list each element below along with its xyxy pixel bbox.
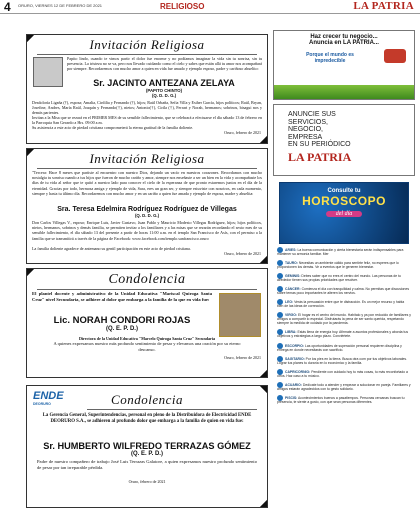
card-title: Invitación Religiosa	[89, 37, 205, 52]
deceased-nickname: (PAPITO CHINTO)	[145, 88, 183, 93]
condolence-card-1	[26, 268, 268, 378]
horoscope-banner	[279, 182, 409, 244]
family-list: Don Carlos Villegas V., esposo; Enrique Luis, Javier Gustavo, Juan Pablo y Mauricio Modesto Villegas Rodríguez, hijos; hijos políticos, nietos, hermanos, sobrinos y demás familia, se permiten invitar a los familiares y a las misas que se rezarán recordando el sexto mes de su sensible fallecimiento, el día sábado 13 del presente a partir de horas 11:00 a.m. en el templo San Francisco de Asís, con el permiso a la familia que se transmitirá a través de la página de Facebook: www.facebook.com/templo.sanfrancisco.oruro	[32, 220, 262, 241]
horoscope-entry	[277, 395, 411, 405]
sign-name: PISCIS:	[285, 395, 298, 400]
divider	[37, 54, 257, 55]
ad-advertise	[273, 104, 415, 176]
mourning-ribbon-icon	[260, 136, 268, 144]
card-title: Condolencia	[111, 392, 183, 407]
sign-name: SAGITARIO:	[285, 356, 305, 361]
horoscope-kicker: Consulte tu	[327, 188, 361, 194]
horoscope-list	[277, 247, 411, 509]
ad-line-2: Anuncia en LA PATRIA...	[309, 40, 379, 46]
family-text: Padre de nuestro compañero de trabajo José Luis Terrazas Galatore, a quien expresamos nuestro profundo sentimiento de pesar por tan irreparable pérdida.	[37, 459, 257, 470]
sign-text: Pendiente con cuidado hoy tu más cosas, tu más reconfortado a otros. Haz caso a tu músico.	[277, 369, 408, 378]
thanks-text: Su asistencia a este acto de piedad cristiana comprometerá la eterna gratitud de la familia doliente.	[32, 125, 194, 130]
sign-name: CÁNCER:	[285, 287, 301, 292]
grass-icon	[274, 85, 415, 99]
sign-name: LIBRA:	[285, 330, 297, 335]
horoscope-title: HOROSCOPO	[302, 194, 386, 208]
divider	[37, 168, 257, 169]
mass-info: Invitan a la Misa que se rezará en el PRIMER MES de su sensible fallecimiento, que se celebrará a efectuarse el día sábado 13 de febrero en la Parroquia San Gerardo a Hrs. 09:00 a.m.	[32, 115, 262, 125]
ad2-line: EN SU PERIÓDICO	[288, 141, 351, 149]
invitation-card-1	[26, 34, 268, 144]
mourning-ribbon-icon	[260, 256, 268, 264]
rip-label: (Q. D. D. G.)	[134, 213, 160, 218]
horoscope-entry	[277, 369, 411, 379]
sign-text: Por los pies en la tierra. Busca otra com por tus objetivos laborales. Lograr tus planes tu duraría en lo económico y la familia.	[277, 356, 408, 365]
sign-text: Comienza el día con tranquilidad y calma. No permitas que discusiones sobre temas poco importantes te alteren los nervios.	[277, 287, 410, 296]
sign-name: LEO:	[285, 300, 294, 305]
horoscope-entry	[277, 286, 411, 296]
horoscope-entry	[277, 312, 411, 326]
mourning-ribbon-icon	[260, 500, 268, 508]
horoscope-entry	[277, 356, 411, 366]
signature-date: Oruro, febrero de 2021	[224, 130, 261, 135]
watering-can-icon	[384, 49, 406, 63]
ad-line-1: Haz crecer tu negocio...	[310, 34, 378, 40]
sign-text: Necesitas un ambiente cálido para sentirte feliz, no esperes que lo proporcionen los demás. Ve a eventos que le generen bienestar.	[277, 260, 399, 270]
sign-text: Las oportunidades de superación personal requieren disciplina y entrega en donde necesitarás con sacrificio.	[277, 343, 402, 352]
signature-date: Oruro, febrero de 2021	[224, 251, 261, 256]
sign-name: VIRGO:	[285, 313, 298, 318]
horoscope-entry	[277, 273, 411, 283]
sign-name: CAPRICORNIO:	[285, 369, 311, 374]
ende-logo-text: ENDE	[33, 390, 64, 402]
card-body: Papito lindo, cuando te vimos partir el dolor fue enorme y no podíamos imaginar la vida sin tu sonrisa, sin tu presencia. La tristeza no se va, pero nos llevado cuidando como el cielo y sabes que están allá tu amor nos acompañará por siempre. Recordaremos con mucho amor a quien en vida fue amado y ejemplo esposo, padre y cariñoso abuelito:	[67, 56, 262, 72]
divider	[37, 289, 257, 290]
newspaper-logo: LA PATRIA	[288, 149, 352, 164]
ende-logo	[33, 390, 79, 408]
rip-label: (Q. E. P. D.)	[106, 326, 138, 332]
page-date: ORURO, VIERNES 12 DE FEBRERO DE 2021	[18, 3, 103, 8]
sign-text: Verás la persuasión entre que te distracción. Es un mejor recurso y habla bien de las ideas de corrección.	[277, 300, 405, 309]
sign-text: Acontecimientos buenos a pasatiempos. Personas cercanas buscan tu presencia, te siente a gusto, con que sean personas diferentes.	[277, 395, 405, 404]
card-body: La Gerencia General, Superintendencias, personal en pleno de la Distribuidora de Electricidad ENDE DEORURO S.A., se adhieren al profundo dolor que embarga a la familia de quien en vida fue:	[42, 413, 252, 424]
signature-date: Oruro, febrero de 2021	[224, 355, 261, 361]
card-body: "Tercera: Hace 8 meses que partiste al encuentro con nuestro Dios, dejando un vacío en nuestros corazones. Recordamos con mucho nostalgia tu sonrisa cuando a tus hijos que fueron de mucho cariño y amor, siempre nos enseñaste a ser un bien en la vida y acompañaste los días de tu vida al señor que te quitó a nuestro lado para conocer el cielo de la esperanza de que pronto estaremos juntos en el día de la eternidad. Gracias por todo, hermosa amiga y ejemplo de vida, Sara, eres un gran ser, y siempre estuviste con nosotros, en cada momento, siempre y hasta tu último día. Recordaremos con mucho amor y en un cariño a quien fue amada y ejemplo de esposa, madre y abuelita:	[32, 170, 262, 196]
sign-text: Estás llena de energía hoy. Afirmate a asuntos profesionales y aborda tus objetivos y estrategias a largo plazo. Conviértete.	[277, 330, 409, 339]
deceased-name: Sra. Teresa Edelmira Rodríguez Rodríguez de Villegas	[57, 206, 237, 213]
divider	[87, 409, 257, 410]
thanks-text: A quienes expresamos nuestro más profundo sentimiento de pesar y elevamos una oración por su eterno descanso.	[53, 341, 241, 352]
deceased-name: Sr. JACINTO ANTEZANA ZELAYA	[93, 78, 235, 88]
horoscope-entry	[277, 343, 411, 353]
ad2-line: ANUNCIE SUS	[288, 111, 336, 118]
rip-label: (Q. D. D. G.)	[151, 93, 177, 98]
portrait-photo	[33, 57, 63, 87]
rip-label: (Q. E. P. D.)	[131, 451, 163, 457]
page-number: 4	[4, 0, 11, 14]
card-body: El plantel docente y administrativo de la Unidad Educativa "Mariscal Quiroga Santa Cruz" nivel Secundaria, se adhiere al dolor que embarga a la familia de la que en vida fue:	[32, 291, 212, 302]
portrait-photo	[219, 293, 261, 337]
horoscope-entry	[277, 247, 411, 257]
card-title: Condolencia	[108, 272, 186, 287]
sign-name: ACUARIO:	[285, 382, 302, 387]
horoscope-entry	[277, 299, 411, 309]
sign-name: GEMINIS:	[285, 274, 301, 279]
ad-line-4: impredecible	[314, 58, 346, 64]
role-text: Directora de la Unidad Educativa "Marcelo Quiroga Santa Cruz" Secundaria	[78, 336, 216, 341]
sign-name: ESCORPIO:	[285, 343, 305, 348]
ad-text-block	[274, 105, 414, 149]
newspaper-logo: LA PATRIA	[353, 0, 414, 12]
horoscope-entry	[277, 382, 411, 392]
ad2-line: EMPRESA	[288, 133, 323, 141]
sign-text: La buena comunicación y cierta bienestaría serán indispensables para mantener su armonía familiar. Mer	[277, 247, 404, 256]
thanks-text: La familia doliente agradece de antemano su gentil participación en este acto de piedad cristiana.	[32, 246, 191, 251]
horoscope-subtitle: del día	[326, 211, 362, 217]
sign-text: Dedícate todo a atender y empezar a solucionar en pareja. Familiares y amigos estarán agradecidos con tu gesto solidario.	[277, 382, 411, 391]
section-title: RELIGIOSO	[160, 2, 205, 11]
page-header	[0, 0, 420, 14]
sign-text: Debes saber que no eres el centro del mundo. Las personas de tu alrededor tienen sus propias prioridades que resolver.	[277, 274, 401, 283]
signature-date: Oruro, febrero de 2021	[128, 479, 166, 484]
sign-text: El hogar es el centro del mundo. Habítalo y ya pon reducido de familiares y amigos a compartir lo especial. Disfrutarás la pena de ser santo querida, respetando siempre la medida de cuidado por la pandemia.	[277, 313, 411, 326]
ad-grow-business	[273, 30, 415, 100]
mourning-ribbon-icon	[260, 370, 268, 378]
horoscope-entry	[277, 329, 411, 339]
ende-logo-sub: DEORURO	[33, 402, 51, 406]
ad2-line: SERVICIOS,	[288, 118, 328, 126]
sign-name: TAURO:	[285, 260, 298, 265]
horoscope-entry	[277, 260, 411, 270]
family-list: Desdoloría Ligaña (†), esposa; Amalia, Cirdilia y Fernando (†), hijos; Raúl Orbaña, Sefia Villa y Esther García, hijos políticos; Raúl, Bryan, Josefine, Andres, María Raúl, Joaquín y Fernando(†), nietos; Antonio(†), Cirila (†), Ferrari y Norah, hermanos; sobrinos, bisagui nos y demás parientes.	[32, 100, 262, 115]
ad2-line: NEGOCIO,	[288, 126, 324, 134]
condolence-card-2	[26, 385, 268, 508]
deceased-name: Lic. NORAH CONDORI ROJAS	[53, 315, 191, 326]
deceased-name: Sr. HUMBERTO WILFREDO TERRAZAS GÓMEZ	[43, 441, 251, 451]
card-title: Invitación Religiosa	[89, 151, 205, 166]
invitation-card-2	[26, 148, 268, 264]
sign-name: ARIES:	[285, 247, 297, 252]
ad-line-3: Porque el mundo es	[306, 52, 354, 58]
